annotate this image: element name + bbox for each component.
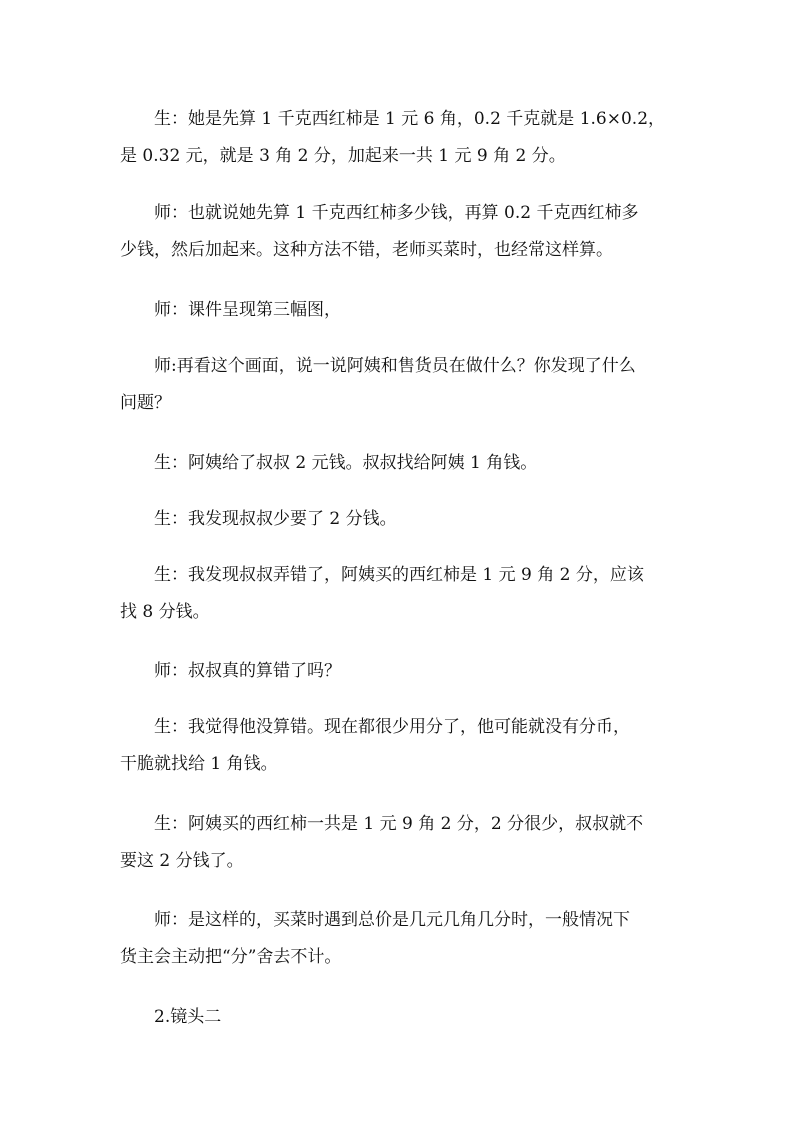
text-line: 是 0.32 元，就是 3 角 2 分，加起来一共 1 元 9 角 2 分。 [120,146,566,166]
text-line: 师：是这样的，买菜时遇到总价是几元几角几分时，一般情况下 [154,910,630,930]
text-line: 师:再看这个画面，说一说阿姨和售货员在做什么？你发现了什么 [154,356,636,376]
paragraph-student-short-change [120,501,680,538]
text-line: 货主会主动把“分”舍去不计。 [120,947,342,967]
text-line: 2.镜头二 [154,1007,222,1027]
paragraph-teacher-conclusion [120,902,680,976]
text-line: 生：阿姨买的西红柿一共是 1 元 9 角 2 分，2 分很少，叔叔就不 [154,814,644,834]
paragraph-student-change [120,445,680,482]
text-line: 生：我发现叔叔弄错了，阿姨买的西红柿是 1 元 9 角 2 分，应该 [154,565,644,585]
text-line: 生：阿姨给了叔叔 2 元钱。叔叔找给阿姨 1 角钱。 [154,453,538,473]
text-line: 要这 2 分钱了。 [120,851,244,871]
paragraph-student-no-coins [120,709,680,783]
paragraph-teacher-check [120,653,680,690]
text-line: 生：她是先算 1 千克西红柿是 1 元 6 角，0.2 千克就是 1.6×0.2， [154,109,666,129]
text-line: 师：叔叔真的算错了吗？ [154,661,341,681]
text-line: 师：也就说她先算 1 千克西红柿多少钱，再算 0.2 千克西红柿多 [154,203,639,223]
paragraph-student-calc-explanation [120,101,680,175]
text-line: 问题？ [120,393,171,413]
text-line: 干脆就找给 1 角钱。 [120,754,278,774]
paragraph-teacher-summary [120,195,680,269]
paragraph-student-mistake [120,557,680,631]
paragraph-teacher-third-image [120,292,680,329]
paragraph-student-total [120,806,680,880]
text-line: 师：课件呈现第三幅图， [154,300,341,320]
text-line: 生：我觉得他没算错。现在都很少用分了，他可能就没有分币， [154,717,630,737]
text-line: 找 8 分钱。 [120,602,210,622]
text-line: 少钱，然后加起来。这种方法不错，老师买菜时，也经常这样算。 [120,240,613,260]
section-heading-shot-two [120,999,680,1036]
paragraph-teacher-question [120,348,680,422]
text-line: 生：我发现叔叔少要了 2 分钱。 [154,509,397,529]
